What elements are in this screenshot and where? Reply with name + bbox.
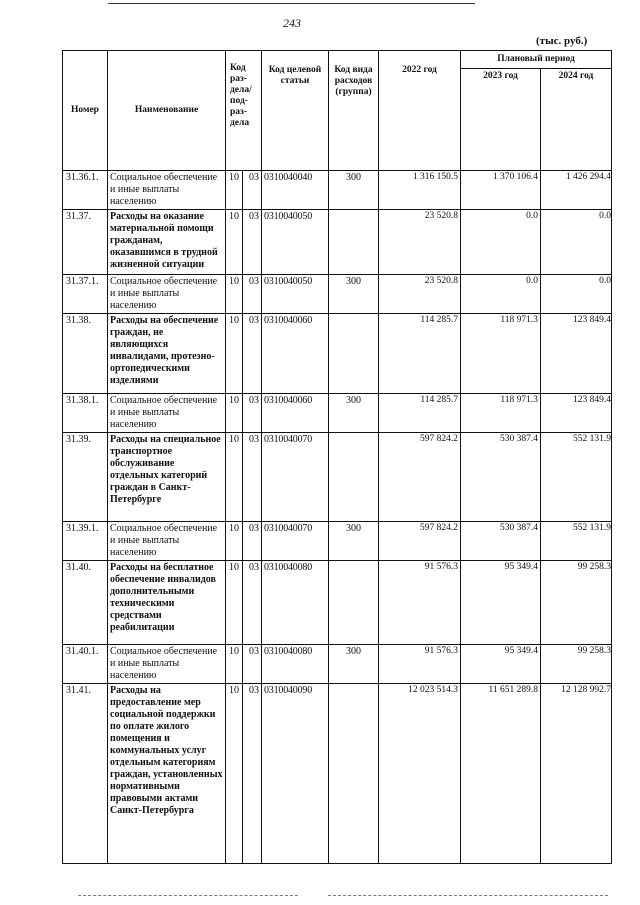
table-row <box>63 561 612 645</box>
row-amount-2024: 552 131.9 <box>541 522 612 561</box>
row-amount-2022: 597 824.2 <box>379 522 461 561</box>
table-row <box>63 275 612 314</box>
row-amount-2022: 114 285.7 <box>379 394 461 433</box>
row-amount-2023: 0.0 <box>461 210 541 275</box>
row-razdel: 10 <box>226 561 243 645</box>
row-podrazdel: 03 <box>243 684 262 864</box>
row-name: Социальное обеспечение и иные выплаты населению <box>108 645 226 684</box>
table-row <box>63 394 612 433</box>
row-amount-2023: 1 370 106.4 <box>461 171 541 210</box>
table-row <box>63 645 612 684</box>
row-name: Расходы на бесплатное обеспечение инвалидов дополнительными техническими средствами реабилитации <box>108 561 226 645</box>
row-expense-type: 300 <box>329 645 379 684</box>
row-amount-2023: 118 971.3 <box>461 394 541 433</box>
header-name: Наименование <box>108 51 226 171</box>
row-amount-2024: 1 426 294.4 <box>541 171 612 210</box>
row-amount-2024: 123 849.4 <box>541 314 612 394</box>
row-name: Расходы на оказание материальной помощи гражданам, оказавшимся в трудной жизненной ситуации <box>108 210 226 275</box>
row-expense-type <box>329 210 379 275</box>
row-target-code: 0310040060 <box>262 314 329 394</box>
row-podrazdel: 03 <box>243 314 262 394</box>
page-number: 243 <box>283 16 301 30</box>
row-amount-2022: 114 285.7 <box>379 314 461 394</box>
row-podrazdel: 03 <box>243 275 262 314</box>
row-target-code: 0310040050 <box>262 275 329 314</box>
row-podrazdel: 03 <box>243 171 262 210</box>
units-label: (тыс. руб.) <box>536 35 588 47</box>
row-amount-2023: 95 349.4 <box>461 645 541 684</box>
table-row <box>63 210 612 275</box>
row-razdel: 10 <box>226 684 243 864</box>
row-number: 31.37.1. <box>63 275 108 314</box>
budget-table <box>62 50 612 864</box>
row-amount-2022: 12 023 514.3 <box>379 684 461 864</box>
row-name: Расходы на предоставление мер социальной поддержки по оплате жилого помещения и коммунальных услуг отдельным категориям граждан, установленных нормативными правовыми актами Санкт-Петербурга <box>108 684 226 864</box>
row-podrazdel: 03 <box>243 433 262 522</box>
row-target-code: 0310040050 <box>262 210 329 275</box>
row-amount-2024: 99 258.3 <box>541 561 612 645</box>
row-number: 31.39. <box>63 433 108 522</box>
table-row <box>63 314 612 394</box>
row-podrazdel: 03 <box>243 645 262 684</box>
row-amount-2024: 99 258.3 <box>541 645 612 684</box>
row-amount-2024: 123 849.4 <box>541 394 612 433</box>
row-expense-type <box>329 314 379 394</box>
table-row <box>63 433 612 522</box>
row-amount-2022: 23 520.8 <box>379 210 461 275</box>
row-number: 31.40. <box>63 561 108 645</box>
row-number: 31.40.1. <box>63 645 108 684</box>
row-name: Социальное обеспечение и иные выплаты населению <box>108 275 226 314</box>
row-podrazdel: 03 <box>243 394 262 433</box>
header-year-2022: 2022 год <box>379 51 461 171</box>
row-target-code: 0310040090 <box>262 684 329 864</box>
row-razdel: 10 <box>226 522 243 561</box>
row-amount-2022: 91 576.3 <box>379 645 461 684</box>
row-razdel: 10 <box>226 394 243 433</box>
header-planning-period: Плановый период <box>461 51 612 69</box>
header-year-2023: 2023 год <box>461 69 541 171</box>
row-target-code: 0310040040 <box>262 171 329 210</box>
table-row <box>63 522 612 561</box>
row-amount-2023: 0.0 <box>461 275 541 314</box>
row-amount-2023: 118 971.3 <box>461 314 541 394</box>
row-name: Расходы на специальное транспортное обслуживание отдельных категорий граждан в Санкт-Петербурге <box>108 433 226 522</box>
row-name: Расходы на обеспечение граждан, не являющихся инвалидами, протезно-ортопедическими изделиями <box>108 314 226 394</box>
row-amount-2023: 530 387.4 <box>461 522 541 561</box>
row-podrazdel: 03 <box>243 561 262 645</box>
row-amount-2024: 0.0 <box>541 210 612 275</box>
row-expense-type: 300 <box>329 171 379 210</box>
header-year-2024: 2024 год <box>541 69 612 171</box>
bottom-rule-right <box>328 895 608 896</box>
row-amount-2023: 95 349.4 <box>461 561 541 645</box>
row-amount-2022: 23 520.8 <box>379 275 461 314</box>
row-podrazdel: 03 <box>243 210 262 275</box>
row-podrazdel: 03 <box>243 522 262 561</box>
header-expense-type-code: Код вида расходов (группа) <box>329 51 379 171</box>
row-razdel: 10 <box>226 433 243 522</box>
row-number: 31.38.1. <box>63 394 108 433</box>
row-razdel: 10 <box>226 275 243 314</box>
table-body <box>63 171 612 864</box>
row-name: Социальное обеспечение и иные выплаты населению <box>108 394 226 433</box>
row-amount-2022: 597 824.2 <box>379 433 461 522</box>
row-razdel: 10 <box>226 171 243 210</box>
row-target-code: 0310040060 <box>262 394 329 433</box>
row-expense-type: 300 <box>329 275 379 314</box>
row-target-code: 0310040070 <box>262 522 329 561</box>
row-number: 31.39.1. <box>63 522 108 561</box>
table-row <box>63 171 612 210</box>
bottom-rule-left <box>78 895 298 896</box>
row-target-code: 0310040080 <box>262 561 329 645</box>
row-expense-type: 300 <box>329 394 379 433</box>
row-expense-type <box>329 561 379 645</box>
row-razdel: 10 <box>226 314 243 394</box>
table-row <box>63 684 612 864</box>
header-section-code <box>226 51 262 171</box>
header-section-code-text: Код раз- дела/ под- раз- дела <box>230 63 252 128</box>
row-name: Социальное обеспечение и иные выплаты населению <box>108 171 226 210</box>
row-target-code: 0310040070 <box>262 433 329 522</box>
row-name: Социальное обеспечение и иные выплаты населению <box>108 522 226 561</box>
row-expense-type: 300 <box>329 522 379 561</box>
row-amount-2024: 12 128 992.7 <box>541 684 612 864</box>
bottom-rules <box>78 895 608 896</box>
row-number: 31.38. <box>63 314 108 394</box>
row-razdel: 10 <box>226 210 243 275</box>
row-amount-2024: 552 131.9 <box>541 433 612 522</box>
row-amount-2023: 530 387.4 <box>461 433 541 522</box>
row-number: 31.36.1. <box>63 171 108 210</box>
row-amount-2022: 1 316 150.5 <box>379 171 461 210</box>
row-amount-2022: 91 576.3 <box>379 561 461 645</box>
row-amount-2023: 11 651 289.8 <box>461 684 541 864</box>
header-target-code: Код целевой статьи <box>262 51 329 171</box>
row-number: 31.41. <box>63 684 108 864</box>
row-expense-type <box>329 684 379 864</box>
row-target-code: 0310040080 <box>262 645 329 684</box>
row-expense-type <box>329 433 379 522</box>
row-amount-2024: 0.0 <box>541 275 612 314</box>
top-rule <box>108 3 475 4</box>
header-number: Номер <box>63 51 108 171</box>
row-number: 31.37. <box>63 210 108 275</box>
row-razdel: 10 <box>226 645 243 684</box>
